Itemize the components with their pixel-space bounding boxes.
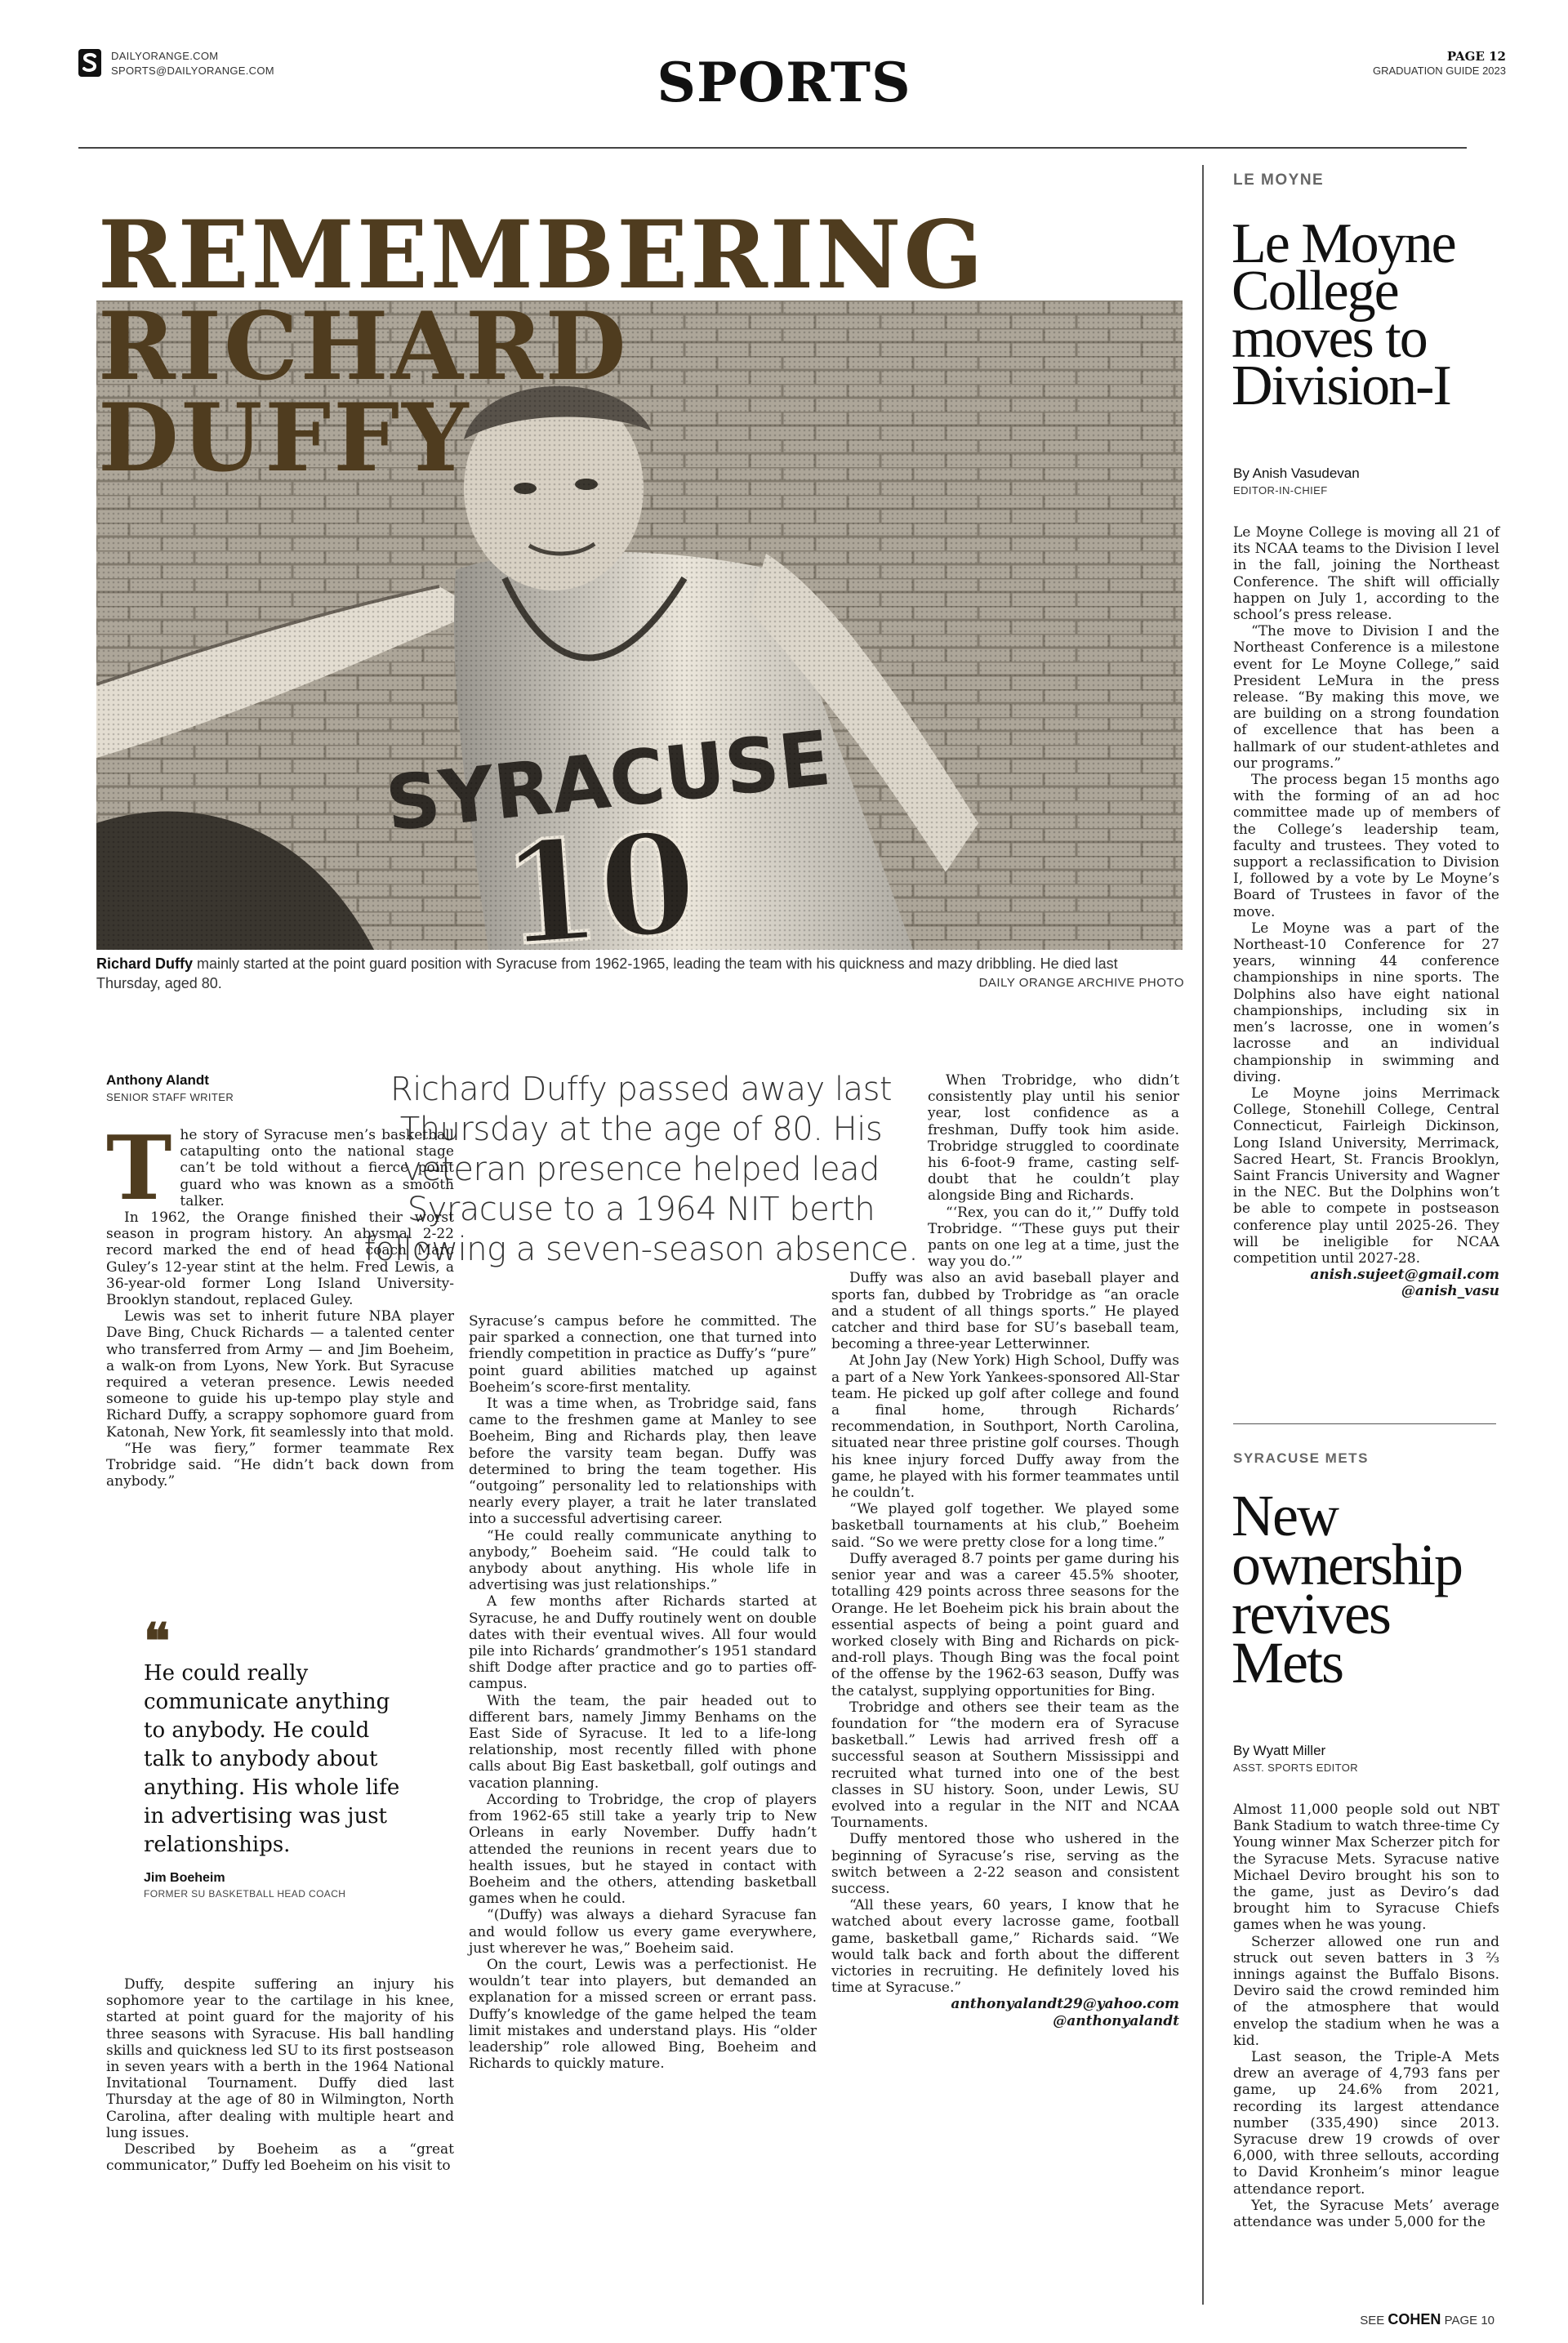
- story-column-3: [831, 1072, 1179, 2029]
- byline-role: ASST. SPORTS EDITOR: [1233, 1762, 1359, 1774]
- paragraph: With the team, the pair headed out to different bars, namely Jimmy Benhams on the East Side of Syracuse. It led to a life-long relationship, most recently filled with phone calls about Big East basketball, golf outings and vacation planning.: [469, 1692, 817, 1792]
- byline-role: SENIOR STAFF WRITER: [106, 1091, 234, 1103]
- sidebar-kicker-2: SYRACUSE METS: [1233, 1450, 1369, 1466]
- byline-name: By Wyatt Miller: [1233, 1743, 1326, 1758]
- story-column-1-bottom: [106, 1976, 454, 2174]
- paragraph: At John Jay (New York) High School, Duffy was a part of a New York Yankees-sponsored All-Star team. He picked up golf after college and found a final home, through Richards’ recommendation, in Southport, North Carolina, situated near three pristine golf courses. Though his knee injury forced Duffy away from the game, he played with his former teammates until he couldn’t.: [831, 1352, 1179, 1502]
- byline-role: EDITOR-IN-CHIEF: [1233, 484, 1328, 497]
- author-email[interactable]: anish.sujeet@gmail.com: [1310, 1267, 1499, 1284]
- paragraph: Duffy mentored those who ushered in the beginning of Syracuse’s rise, serving as the switch between a 2-22 season and consistent success.: [831, 1831, 1179, 1897]
- email-link[interactable]: SPORTS@DAILYORANGE.COM: [111, 65, 274, 77]
- paragraph: Yet, the Syracuse Mets’ average attendance was under 5,000 for the: [1233, 2197, 1499, 2231]
- paragraph: The story of Syracuse men’s basketball catapulting onto the national stage can’t be told without a fierce point guard who was known as a smooth talker.: [106, 1117, 454, 1220]
- continued-jump[interactable]: [1360, 2311, 1494, 2328]
- sidebar-headline-2: New ownership revives Mets: [1232, 1483, 1462, 1695]
- paragraph: “‘Rex, you can do it,’” Duffy told Trobridge. “‘These guys put their pants on one leg at a time, just the way you do.’”: [928, 1204, 1179, 1271]
- byline-name: By Anish Vasudevan: [1233, 465, 1360, 481]
- paragraph: “We played golf together. We played some basketball tournaments at his club,” Boeheim said. “So we were pretty close for a long time.”: [831, 1501, 1179, 1551]
- lead-byline: [106, 1072, 234, 1103]
- quote-attribution: Jim Boeheim: [144, 1871, 225, 1885]
- sidebar-kicker-1: LE MOYNE: [1233, 171, 1325, 189]
- section-title: SPORTS: [657, 51, 911, 114]
- edition-label: GRADUATION GUIDE 2023: [1372, 65, 1506, 77]
- headline-line-2: RICHARD: [98, 292, 629, 401]
- caption-name: Richard Duffy: [96, 955, 194, 972]
- paragraph: “All these years, 60 years, I know that he watched about every lacrosse game, football game, basketball game,” Richards said. “We would talk back and forth about the different victories in recruiting. He definitely loved his time at Syracuse.”: [831, 1897, 1179, 1997]
- paragraph: Last season, the Triple-A Mets drew an average of 4,793 fans per game, up 24.6% from 2021, recording its largest attendance number (335,490) since 2013. Syracuse drew 19 crowds of over 6,000, with three sellouts, according to David Kronheim’s minor league attendance report.: [1233, 2049, 1499, 2198]
- sidebar-body-2: [1233, 1802, 1499, 2230]
- site-link[interactable]: DAILYORANGE.COM: [111, 50, 219, 62]
- paragraph: The process began 15 months ago with the forming of an ad hoc committee made up of members of the College’s leadership team, faculty and trustees. They voted to support a reclassification to Division I, followed by a vote by Le Moyne’s Board of Trustees in favor of the move.: [1233, 772, 1499, 920]
- paragraph: Le Moyne was a part of the Northeast-10 Conference for 27 years, winning 44 conference championships in nine sports. The Dolphins also have eight national championships, including six in men’s lacrosse, one in women’s lacrosse and an individual championship in swimming and diving.: [1233, 920, 1499, 1085]
- sidebar-body-1: [1233, 524, 1499, 1300]
- headline-line-1: REMEMBERING: [98, 200, 986, 310]
- paragraph: “He was fiery,” former teammate Rex Trobridge said. “He didn’t back down from anybody.”: [106, 1440, 454, 1490]
- paragraph: Duffy averaged 8.7 points per game during his senior year and was a career 45.5% shooter, totalling 429 points across three seasons for the Orange. He let Boeheim pick his brain about the essential aspects of being a point guard and worked closely with Bing and Richards on pick-and-roll plays. Though Bing was the focal point of the offense by the 1962-63 season, Duffy was the catalyst, supplying opportunities for Bing.: [831, 1550, 1179, 1699]
- paragraph: Duffy, despite suffering an injury his sophomore year to the cartilage in his knee, started at point guard for the majority of his three seasons with Syracuse. His ball handling skills and quickness led SU to its first postseason in seven years with a berth in the 1964 National Invitational Tournament. Duffy died last Thursday at the age of 80 in Wilmington, North Carolina, after dealing with multiple heart and lung issues.: [106, 1976, 454, 2141]
- jump-word: COHEN: [1388, 2311, 1441, 2327]
- paragraph: “The move to Division I and the Northeast Conference is a milestone event for Le Moyne College,” said President LeMura in the press release. “By making this move, we are building on a strong foundation of excellence that has been a hallmark of our student-athletes and our programs.”: [1233, 623, 1499, 772]
- story-column-2: [469, 1313, 817, 2072]
- quote-mark-icon: ❝: [144, 1613, 171, 1670]
- paragraph: “He could really communicate anything to anybody,” Boeheim said. “He could talk to anybody about anything. His whole life in advertising was just relationships.”: [469, 1527, 817, 1594]
- author-handle[interactable]: @anish_vasu: [1401, 1283, 1499, 1300]
- paragraph: It was a time when, as Trobridge said, fans came to the freshmen game at Manley to see Boeheim, Bing and Richards play, then leave before the varsity team began. Duffy was determined to bring the team together. His “outgoing” personality led to relationships with nearly every player, a trait he later translated into a successful advertising career.: [469, 1396, 817, 1528]
- paragraph: According to Trobridge, the crop of players from 1962-65 still take a yearly trip to New Orleans in early November. Duffy hadn’t attended the reunions in recent years due to health issues, but he stayed in contact with Boeheim and the others, attending basketball games when he could.: [469, 1791, 817, 1908]
- page-info: [1373, 49, 1506, 78]
- author-email[interactable]: anthonyalandt29@yahoo.com: [951, 1996, 1179, 2013]
- header-rule: [78, 147, 1467, 149]
- quote-text: He could really communicate anything to anybody. He could talk to anybody about anything. His whole life in advertising was just relationships.: [144, 1661, 400, 1857]
- sidebar-byline-1: [1233, 465, 1360, 497]
- sidebar-rule: [1202, 165, 1204, 2305]
- sidebar-byline-2: [1233, 1743, 1358, 1774]
- pull-quote: Richard Duffy passed away last Thursday at the age of 80. His veteran presence helped lead Syracuse to a 1964 NIT berth following a seven-season absence.: [363, 1071, 919, 1268]
- photo-caption: [96, 954, 1184, 993]
- paragraph: Syracuse’s campus before he committed. The pair sparked a connection, one that turned into friendly competition in practice as Duffy’s “pure” point guard abilities matched up against Boeheim’s score-first mentality.: [469, 1313, 817, 1396]
- paragraph: Le Moyne joins Merrimack College, Stonehill College, Central Connecticut, Fairleigh Dickinson, Long Island University, Merrimack, Sacred Heart, St. Francis Brooklyn, Saint Francis University and Wagner in the NEC. But the Dolphins won’t be able to compete in postseason conference play until 2025-26. They will be ineligible for NCAA competition until 2027-28.: [1233, 1085, 1499, 1267]
- paragraph: A few months after Richards started at Syracuse, he and Duffy routinely went on double dates with their eventual wives. All four would pile into Richards’ grandmother’s 1951 standard shift Dodge after practice and go to parties off-campus.: [469, 1593, 817, 1693]
- lead-headline: [98, 200, 986, 492]
- paragraph: In 1962, the Orange finished their worst season in program history. An abysmal 2-22 record marked the end of head coach Marc Guley’s 12-year stint at the helm. Fred Lewis, a 36-year-old former Long Island University-Brooklyn standout, replaced Guley.: [106, 1209, 454, 1309]
- drop-cap: T: [106, 1117, 172, 1220]
- paragraph: Duffy was also an avid baseball player and sports fan, dubbed by Trobridge as “an oracle and a student of all things sports.” He played catcher and third base for SU’s baseball team, becoming a three-year Letterwinner.: [831, 1270, 1179, 1353]
- headline-line-3: DUFFY: [98, 383, 471, 492]
- photo-credit: DAILY ORANGE ARCHIVE PHOTO: [978, 976, 1184, 990]
- author-handle[interactable]: @anthonyalandt: [1053, 2012, 1179, 2029]
- paragraph: On the court, Lewis was a perfectionist. He wouldn’t tear into players, but demanded an explanation for a missed screen or errant pass. Duffy’s knowledge of the game helped the team limit mistakes and understand plays. His “older leadership” role allowed Bing, Boeheim and Richards to quickly mature.: [469, 1956, 817, 2073]
- jump-see: SEE: [1360, 2314, 1385, 2327]
- sidebar-headline-1: Le Moyne College moves to Division-I: [1232, 212, 1455, 417]
- byline-name: Anthony Alandt: [106, 1072, 209, 1088]
- quote-box: [144, 1613, 413, 1900]
- sidebar-separator: [1233, 1423, 1496, 1424]
- paragraph: Lewis was set to inherit future NBA player Dave Bing, Chuck Richards — a talented center who transferred from Army — and Jim Boeheim, a walk-on from Lyons, New York. But Syracuse required a veteran presence. Lewis needed someone to guide his up-tempo play style and Richard Duffy, a scrappy sophomore guard from Katonah, New York, fit seamlessly into that mold.: [106, 1308, 454, 1441]
- quote-role: FORMER SU BASKETBALL HEAD COACH: [144, 1888, 346, 1900]
- paragraph: Scherzer allowed one run and struck out seven batters in 3 ⅔ innings against the Buffalo Bisons. Deviro said the crowd reminded him of the atmosphere that would envelop the stadium when he was a kid.: [1233, 1933, 1499, 2049]
- paragraph: “(Duffy) was always a diehard Syracuse fan and would follow us every game everywhere, just wherever he was,” Boeheim said.: [469, 1907, 817, 1957]
- story-column-1: [106, 1117, 454, 1584]
- caption-text: mainly started at the point guard position with Syracuse from 1962-1965, leading the team with his quickness and mazy dribbling. He died last Thursday, aged 80.: [96, 955, 1118, 991]
- paragraph: Almost 11,000 people sold out NBT Bank Stadium to watch three-time Cy Young winner Max Scherzer pitch for the Syracuse Mets. Syracuse native Michael Deviro brought his son to the game, just as Deviro’s dad brought him to Syracuse Chiefs games when he was young.: [1233, 1802, 1499, 1934]
- paragraph: Le Moyne College is moving all 21 of its NCAA teams to the Division I level in the fall, joining the Northeast Conference. The shift will officially happen on July 1, according to the school’s press release.: [1233, 524, 1499, 624]
- paragraph: When Trobridge, who didn’t consistently play until his senior year, lost confidence as a freshman, Duffy took him aside. Trobridge struggled to coordinate his 6-foot-9 frame, casting self-doubt that he couldn’t play alongside Bing and Richards.: [928, 1072, 1179, 1205]
- jump-page: PAGE 10: [1444, 2314, 1494, 2327]
- paragraph: Described by Boeheim as a “great communicator,” Duffy led Boeheim on his visit to: [106, 2141, 454, 2175]
- paragraph: Trobridge and others see their team as the foundation for “the modern era of Syracuse basketball.” Lewis had arrived fresh off a successful season at Southern Mississippi and recruited what turned into one of the best classes in SU history. Soon, under Lewis, SU evolved into a regular in the NIT and NCAA Tournaments.: [831, 1699, 1179, 1832]
- page-number: PAGE 12: [1446, 49, 1506, 64]
